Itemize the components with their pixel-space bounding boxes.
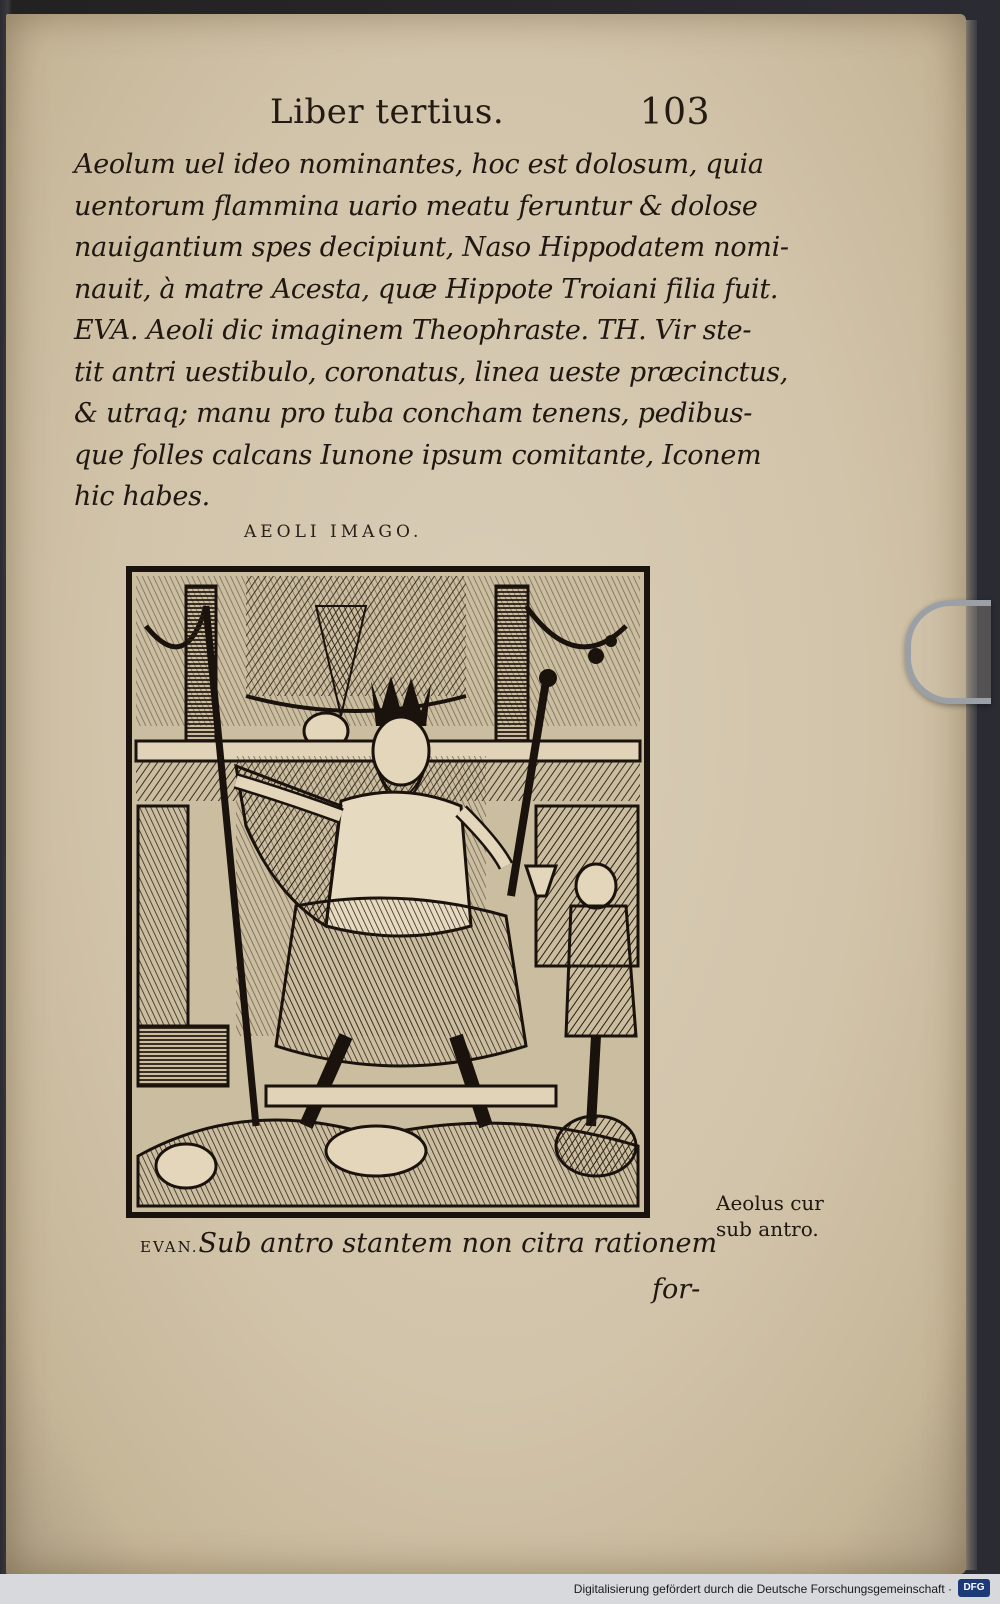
speaker-abbrev: EVAN.: [140, 1238, 199, 1256]
body-text: [74, 144, 789, 518]
running-title: Liber tertius.: [270, 92, 505, 132]
woodcut-illustration: [126, 566, 650, 1218]
text-line: tit antri uestibulo, coronatus, linea ueste præcinctus,: [74, 356, 789, 388]
catchword: for-: [652, 1274, 701, 1305]
running-header: [270, 92, 710, 136]
text-line: nauigantium spes decipiunt, Naso Hippodatem nomi-: [74, 232, 789, 263]
text-line: hic habes.: [74, 481, 210, 512]
dfg-logo[interactable]: DFG: [958, 1579, 990, 1597]
text-line: uentorum flammina uario meatu feruntur & dolose: [74, 190, 758, 222]
page-number: 103: [639, 92, 710, 133]
text-line: nauit, à matre Acesta, quæ Hippote Troiani filia fuit.: [74, 273, 779, 305]
marginal-note: [716, 1190, 836, 1242]
closing-line: [140, 1228, 718, 1259]
closing-text: Sub antro stantem non citra rationem: [198, 1228, 718, 1259]
text-line: que folles calcans Iunone ipsum comitante, Iconem: [74, 439, 762, 471]
digitization-credit: Digitalisierung gefördert durch die Deutsche Forschungsgemeinschaft ·: [573, 1582, 952, 1596]
text-line: EVA. Aeoli dic imaginem Theophraste. TH. Vir ste-: [74, 315, 752, 346]
illustration-caption: AEOLI IMAGO.: [244, 522, 423, 542]
marginal-line: Aeolus cur: [716, 1191, 824, 1215]
text-line: & utraq; manu pro tuba concham tenens, pedibus-: [74, 398, 753, 429]
text-line: Aeolum uel ideo nominantes, hoc est dolosum, quia: [74, 149, 764, 180]
marginal-line: sub antro.: [716, 1217, 819, 1241]
paper-clip: [905, 600, 991, 704]
